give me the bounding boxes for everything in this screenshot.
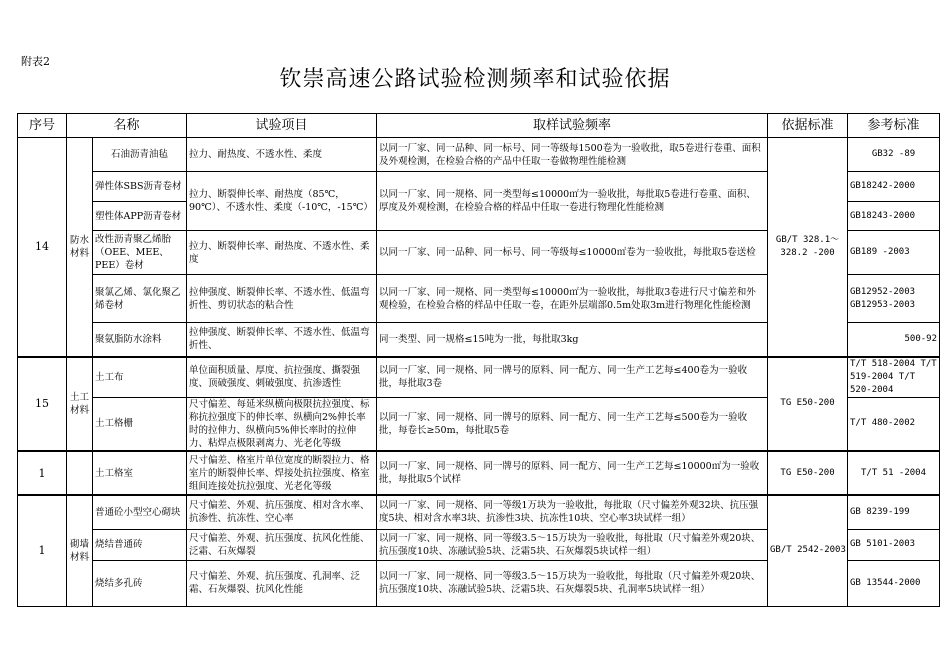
seq-cell: 1: [18, 495, 67, 606]
items-cell: 拉力、断裂伸长率、耐热度（85℃，90℃）、不透水性、柔度（-10℃，-15℃）: [187, 172, 377, 231]
reference-cell: GB 5101-2003: [848, 529, 940, 560]
frequency-cell: 以同一厂家、同一品种、同一标号、同一等级每1500卷为一验收批，取5卷进行卷重、面积及外观检测，在检验合格的产品中任取一卷做物理性能检测: [377, 138, 768, 172]
name-cell: 改性沥青聚乙烯胎（OEE、MEE、PEE）卷材: [93, 231, 187, 275]
header-seq: 序号: [18, 114, 67, 138]
header-name: 名称: [67, 114, 187, 138]
table-row: [18, 357, 940, 398]
seq-cell: 14: [18, 138, 67, 357]
category-cell: 防水材料: [67, 138, 93, 357]
table-row: [18, 451, 940, 495]
name-cell: 石油沥青油毡: [93, 138, 187, 172]
header-row: [18, 114, 940, 138]
basis-cell: TG E50-200: [768, 357, 848, 452]
name-cell: 聚氯乙烯、氯化聚乙烯卷材: [93, 275, 187, 323]
items-cell: 拉伸强度、断裂伸长率、不透水性、低温弯折性、: [187, 323, 377, 357]
name-cell: 烧结普通砖: [93, 529, 187, 560]
test-frequency-table: [17, 113, 940, 607]
items-cell: 拉力、断裂伸长率、耐热度、不透水性、柔度: [187, 231, 377, 275]
frequency-cell: 以同一厂家、同一规格、同一牌号的原料、同一配方、同一生产工艺每≤400卷为一验收批，每批取3卷: [377, 357, 768, 398]
seq-cell: 15: [18, 357, 67, 452]
frequency-cell: 以同一厂家、同一规格、同一等级1万块为一验收批，每批取（尺寸偏差外观32块、抗压强度5块、相对含水率3块、抗渗性3块、抗冻性10块、空心率3块试样一组）: [377, 495, 768, 529]
name-cell: 聚氨脂防水涂料: [93, 323, 187, 357]
items-cell: 尺寸偏差、格室片单位宽度的断裂拉力、格室片的断裂伸长率、焊接处抗拉强度、格室组间连接处抗拉强度、光老化等级: [187, 451, 377, 495]
reference-cell: T/T 480-2002: [848, 397, 940, 451]
header-items: 试验项目: [187, 114, 377, 138]
category-cell: 砌墙材料: [67, 495, 93, 606]
items-cell: 单位面积质量、厚度、抗拉强度、撕裂强度、顶破强度、刺破强度、抗渗透性: [187, 357, 377, 398]
name-cell: 土工格栅: [93, 397, 187, 451]
items-cell: 尺寸偏差、外观、抗压强度、相对含水率、抗渗性、抗冻性、空心率: [187, 495, 377, 529]
name-cell: 弹性体SBS沥青卷材: [93, 172, 187, 202]
name-cell: 土工布: [93, 357, 187, 398]
category-cell: [67, 451, 93, 495]
reference-cell: GB12952-2003 GB12953-2003: [848, 275, 940, 323]
items-cell: 拉力、耐热度、不透水性、柔度: [187, 138, 377, 172]
appendix-label: 附表2: [21, 55, 50, 68]
frequency-cell: 以同一厂家、同一规格、同一等级3.5～15万块为一验收批，每批取（尺寸偏差外观20块、抗压强度10块、冻融试验5块、泛霜5块、石灰爆裂5块、孔洞率5块试样一组）: [377, 560, 768, 606]
items-cell: 尺寸偏差、每延米纵横向极限抗拉强度、标称抗拉强度下的伸长率、纵横向2%伸长率时的拉伸力、纵横向5%伸长率时的拉伸力、粘焊点极限剥离力、光老化等级: [187, 397, 377, 451]
reference-cell: GB18242-2000: [848, 172, 940, 202]
frequency-cell: 同一类型、同一规格≤15吨为一批，每批取3kg: [377, 323, 768, 357]
reference-cell: GB18243-2000: [848, 202, 940, 231]
seq-cell: 1: [18, 451, 67, 495]
frequency-cell: 以同一厂家、同一规格、同一等级3.5～15万块为一验收批，每批取（尺寸偏差外观20块、抗压强度10块、冻融试验5块、泛霜5块、石灰爆裂5块试样一组）: [377, 529, 768, 560]
frequency-cell: 以同一厂家、同一规格、同一类型每≤10000㎡为一验收批，每批取5卷进行卷重、面积、厚度及外观检测，在检验合格的样品中任取一卷进行物理化性能检测: [377, 172, 768, 231]
basis-cell: GB/T 2542-2003: [768, 495, 848, 606]
name-cell: 土工格室: [93, 451, 187, 495]
frequency-cell: 以同一厂家、同一规格、同一类型每≤10000㎡为一验收批，每批取3卷进行尺寸偏差和外观检验，在检验合格的样品中任取一卷，在距外层端部0.5m处取3m进行物理化性能检测: [377, 275, 768, 323]
items-cell: 拉伸强度、断裂伸长率、不透水性、低温弯折性、剪切状态的粘合性: [187, 275, 377, 323]
frequency-cell: 以同一厂家、同一规格、同一牌号的原料、同一配方、同一生产工艺每≤10000㎡为一验收批，每批取5个试样: [377, 451, 768, 495]
items-cell: 尺寸偏差、外观、抗压强度、孔洞率、泛霜、石灰爆裂、抗风化性能: [187, 560, 377, 606]
frequency-cell: 以同一厂家、同一规格、同一牌号的原料、同一配方、同一生产工艺每≤500卷为一验收批，每卷长≥50m，每批取5卷: [377, 397, 768, 451]
name-cell: 烧结多孔砖: [93, 560, 187, 606]
reference-cell: T/T 51 -2004: [848, 451, 940, 495]
reference-cell: GB 13544-2000: [848, 560, 940, 606]
reference-cell: T/T 518-2004 T/T 519-2004 T/T 520-2004: [848, 357, 940, 398]
name-cell: 塑性体APP沥青卷材: [93, 202, 187, 231]
basis-cell: TG E50-200: [768, 451, 848, 495]
header-frequency: 取样试验频率: [377, 114, 768, 138]
table-row: [18, 495, 940, 529]
reference-cell: GB 8239-199: [848, 495, 940, 529]
reference-cell: 500-92: [848, 323, 940, 357]
category-cell: 土工材料: [67, 357, 93, 452]
name-cell: 普通砼小型空心砌块: [93, 495, 187, 529]
reference-cell: GB32 -89: [848, 138, 940, 172]
basis-cell: GB/T 328.1～328.2 -200: [768, 138, 848, 357]
items-cell: 尺寸偏差、外观、抗压强度、抗风化性能、泛霜、石灰爆裂: [187, 529, 377, 560]
frequency-cell: 以同一厂家、同一品种、同一标号、同一等级每≤10000㎡卷为一验收批，每批取5卷送检: [377, 231, 768, 275]
table-row: [18, 138, 940, 172]
page-title: 钦崇高速公路试验检测频率和试验依据: [279, 67, 671, 92]
header-basis: 依据标准: [768, 114, 848, 138]
reference-cell: GB189 -2003: [848, 231, 940, 275]
header-reference: 参考标准: [848, 114, 940, 138]
